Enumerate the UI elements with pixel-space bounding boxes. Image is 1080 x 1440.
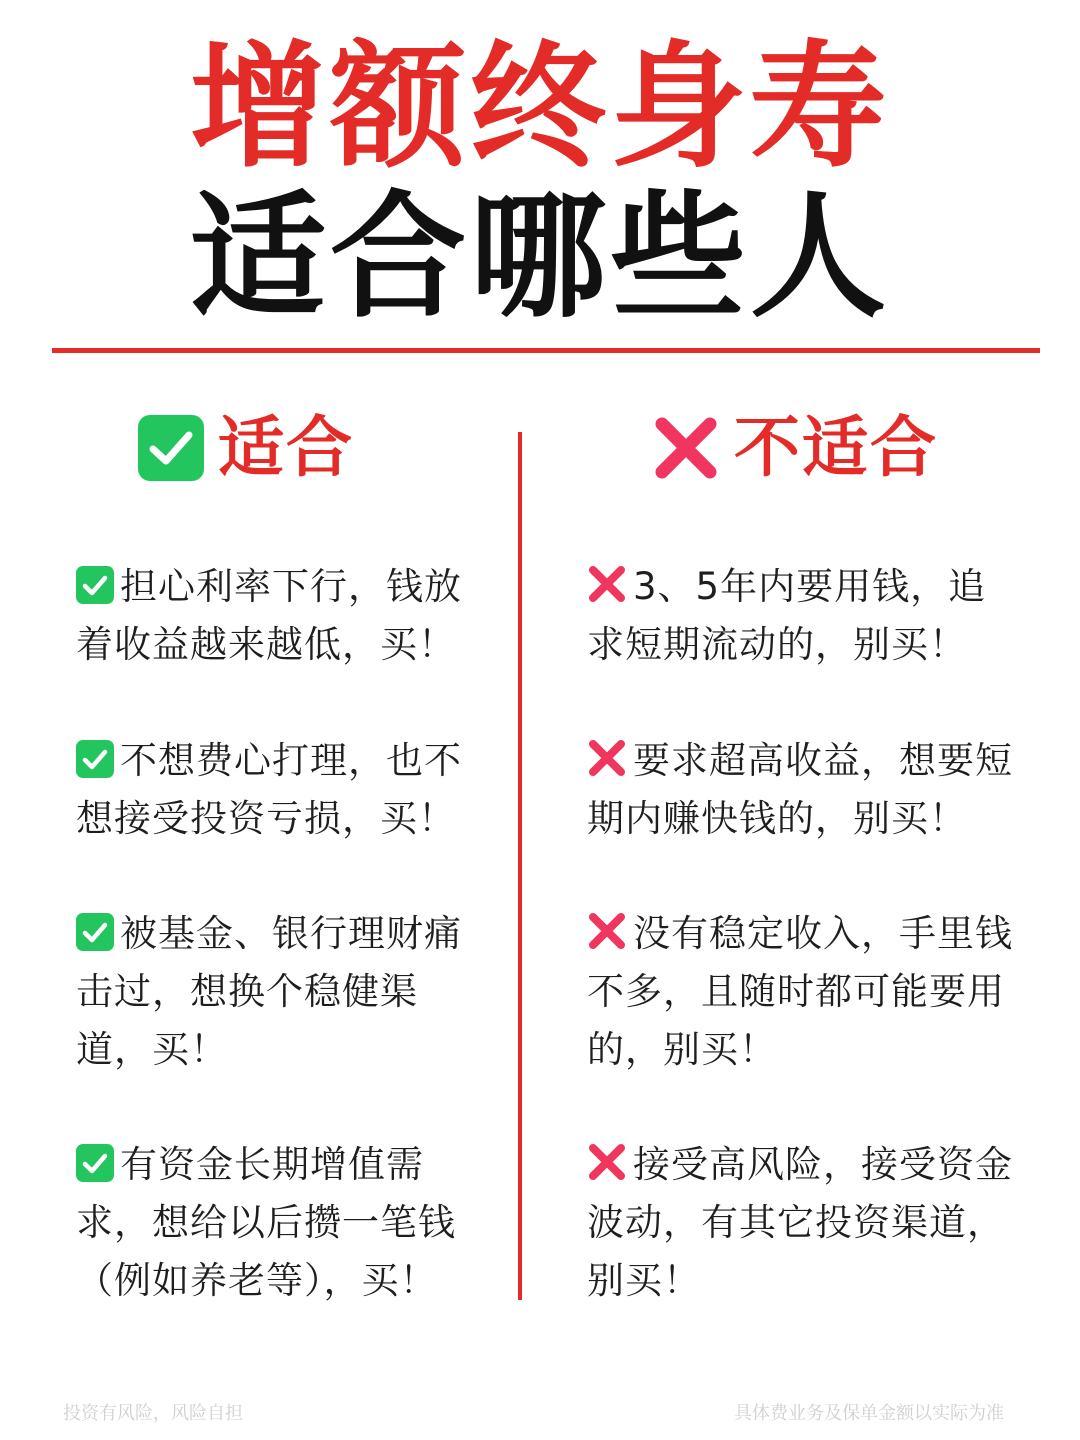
unsuitable-item-text: 接受高风险，接受资金波动，有其它投资渠道，别买！ xyxy=(587,1143,1013,1302)
cross-icon xyxy=(587,738,627,778)
unsuitable-item xyxy=(587,558,1017,674)
unsuitable-item-text: 没有稳定收入，手里钱不多，且随时都可能要用的，别买！ xyxy=(587,912,1013,1071)
suitable-item xyxy=(76,1136,471,1310)
column-divider xyxy=(518,432,522,1300)
suitable-header xyxy=(138,409,354,486)
cross-icon xyxy=(587,564,627,604)
title-line-2: 适合哪些人 xyxy=(190,179,890,337)
suitable-item xyxy=(76,732,471,848)
unsuitable-item xyxy=(587,732,1017,848)
unsuitable-item-text: 要求超高收益，想要短期内赚快钱的，别买！ xyxy=(587,739,1013,840)
suitable-item xyxy=(76,558,471,674)
suitable-item-text: 有资金长期增值需求，想给以后攒一笔钱（例如养老等），买！ xyxy=(76,1143,456,1302)
suitable-item xyxy=(76,905,471,1079)
suitable-item-text: 被基金、银行理财痛击过，想换个稳健渠道，买！ xyxy=(76,912,462,1071)
risk-disclaimer: 投资有风险，风险自担 xyxy=(63,1403,243,1424)
suitable-item-text: 不想费心打理，也不想接受投资亏损，买！ xyxy=(76,739,462,840)
suitable-item-text: 担心利率下行，钱放着收益越来越低，买！ xyxy=(76,565,462,666)
suitable-header-label: 适合 xyxy=(218,409,354,486)
title-divider xyxy=(52,348,1040,353)
check-box-icon xyxy=(76,740,114,778)
unsuitable-header xyxy=(652,409,938,486)
title-line-1: 增额终身寿 xyxy=(190,29,890,187)
check-box-icon xyxy=(76,1144,114,1182)
cross-icon xyxy=(587,911,627,951)
check-box-icon xyxy=(138,415,204,481)
unsuitable-item-text: 3、5年内要用钱，追求短期流动的，别买！ xyxy=(587,565,987,666)
unsuitable-item xyxy=(587,905,1017,1079)
unsuitable-header-label: 不适合 xyxy=(734,409,938,486)
check-box-icon xyxy=(76,566,114,604)
cross-icon xyxy=(652,414,720,482)
check-box-icon xyxy=(76,913,114,951)
cross-icon xyxy=(587,1142,627,1182)
unsuitable-item xyxy=(587,1136,1017,1310)
amount-disclaimer: 具体费业务及保单金额以实际为准 xyxy=(734,1403,1004,1424)
